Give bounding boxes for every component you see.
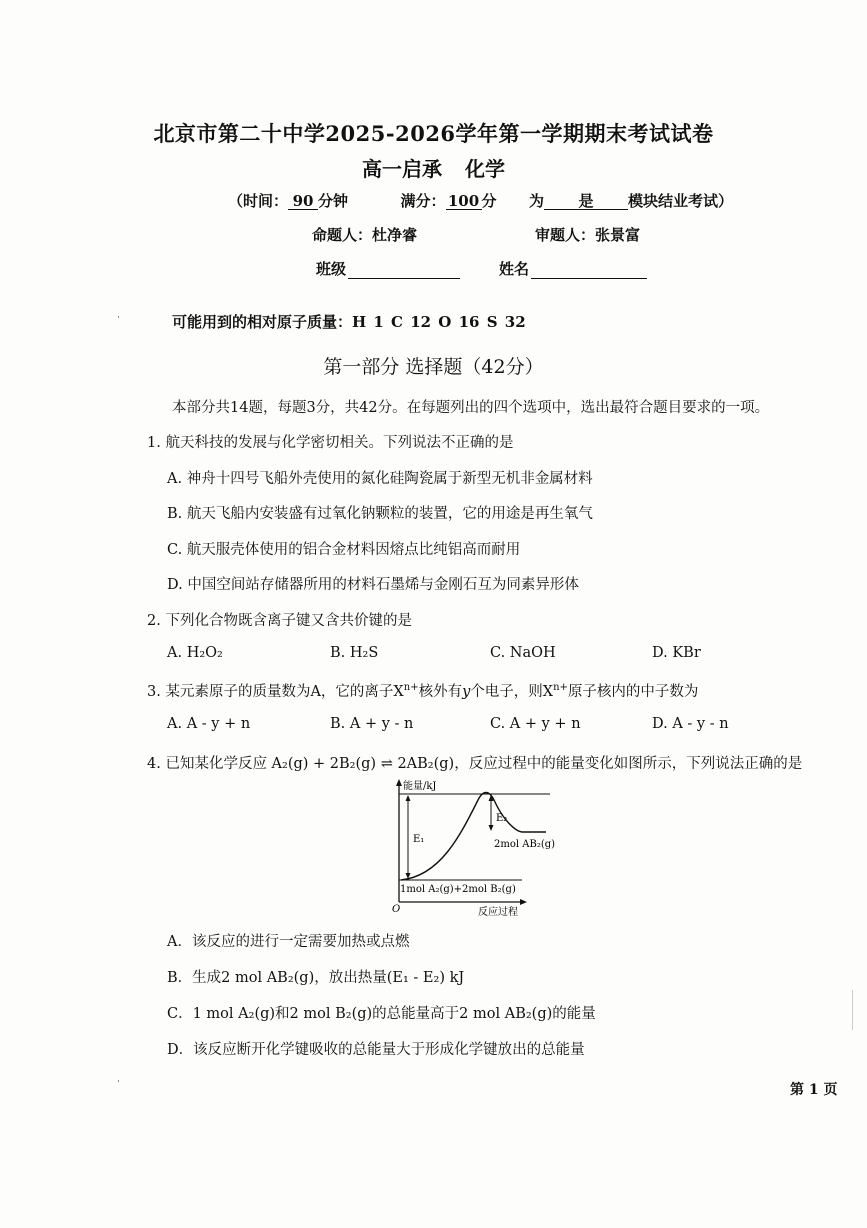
question-2-option-c[interactable]: C. NaOH	[490, 645, 556, 661]
question-2-stem: 2. 下列化合物既含离子键又含共价键的是	[147, 613, 412, 629]
question-3-option-b[interactable]: B. A + y - n	[330, 716, 414, 732]
e2-arrow-bottom	[489, 825, 494, 831]
section-intro: 本部分共14题，每题3分，共42分。在每题列出的四个选项中，选出最符合题目要求的一项。	[172, 400, 770, 416]
origin-label: O	[392, 904, 401, 915]
module-suffix: 模块结业考试）	[628, 192, 734, 210]
module-value: 是	[544, 193, 628, 210]
question-1-option-a[interactable]: A. 神舟十四号飞船外壳使用的氮化硅陶瓷属于新型无机非金属材料	[167, 471, 593, 487]
name-blank[interactable]	[531, 264, 647, 279]
question-3-variable: y	[462, 684, 471, 700]
question-3-charge-2: n+	[553, 682, 568, 694]
exam-info-line	[228, 190, 733, 211]
question-3-option-a[interactable]: A. A - y + n	[167, 716, 251, 732]
energy-diagram	[370, 776, 560, 918]
question-3-option-c[interactable]: C. A + y + n	[490, 716, 581, 732]
question-1-option-d[interactable]: D. 中国空间站存储器所用的材料石墨烯与金刚石互为同素异形体	[167, 577, 579, 593]
question-2-option-d[interactable]: D. KBr	[652, 645, 701, 661]
question-2-option-a[interactable]: A. H₂O₂	[167, 645, 223, 661]
question-3-stem	[147, 680, 698, 701]
question-1-stem: 1. 航天科技的发展与化学密切相关。下列说法不正确的是	[147, 435, 514, 451]
e1-label: E₁	[413, 834, 425, 845]
score-unit: 分	[481, 192, 497, 210]
question-3-stem-part-b: 核外有	[418, 684, 463, 700]
time-prefix: （时间：	[228, 192, 289, 210]
e1-arrow-top	[406, 795, 411, 801]
e2-label: E₂	[496, 813, 508, 824]
subtitle-grade: 高一启承	[362, 157, 443, 181]
class-field[interactable]	[316, 258, 460, 279]
y-axis-arrow	[396, 779, 402, 786]
subtitle-subject: 化学	[464, 157, 505, 181]
question-1-option-c[interactable]: C. 航天服壳体使用的铝合金材料因熔点比纯铝高而耐用	[167, 542, 521, 558]
question-2-option-b[interactable]: B. H₂S	[330, 645, 379, 661]
product-label: 2mol AB₂(g)	[494, 839, 556, 850]
question-4-option-c[interactable]: C．1 mol A₂(g)和2 mol B₂(g)的总能量高于2 mol AB₂(g)的能量	[167, 1006, 596, 1022]
page-number: 第 1 页	[790, 1082, 838, 1098]
name-label: 姓名	[499, 260, 530, 278]
author-field: 命题人：杜净睿	[312, 226, 418, 244]
reactant-label: 1mol A₂(g)+2mol B₂(g)	[400, 884, 516, 895]
question-3-stem-part-c: 个电子，则X	[470, 684, 554, 700]
reviewer-field: 审题人：张景富	[535, 226, 641, 244]
time-value: 90	[288, 193, 318, 210]
section-title: 第一部分 选择题（42分）	[323, 356, 544, 378]
y-axis-label: 能量/kJ	[403, 781, 437, 792]
question-4-option-a[interactable]: A．该反应的进行一定需要加热或点燃	[167, 934, 410, 950]
atomic-masses: 可能用到的相对原子质量：H 1 C 12 O 16 S 32	[172, 313, 526, 331]
module-prefix: 为	[529, 192, 545, 210]
score-prefix: 满分：	[400, 192, 446, 210]
class-label: 班级	[316, 260, 347, 278]
question-3-stem-part-a: 3. 某元素原子的质量数为A，它的离子X	[147, 684, 404, 700]
x-axis-label: 反应过程	[478, 907, 518, 918]
question-1-option-b[interactable]: B. 航天飞船内安装盛有过氧化钠颗粒的装置，它的用途是再生氧气	[167, 506, 593, 522]
scan-edge-mark	[852, 990, 853, 1030]
question-3-option-d[interactable]: D. A - y - n	[652, 716, 729, 732]
scan-speck	[118, 1080, 119, 1082]
name-field[interactable]	[499, 258, 647, 279]
question-4-option-b[interactable]: B．生成2 mol AB₂(g)，放出热量(E₁ - E₂) kJ	[167, 970, 465, 986]
scan-speck	[118, 316, 119, 318]
exam-title: 北京市第二十中学2025-2026学年第一学期期末考试试卷	[153, 121, 714, 146]
class-blank[interactable]	[348, 264, 460, 279]
time-unit: 分钟	[318, 192, 349, 210]
question-4-stem: 4. 已知某化学反应 A₂(g) + 2B₂(g) ⇌ 2AB₂(g)，反应过程中的能量变化如图所示，下列说法正确的是	[147, 756, 803, 772]
question-3-charge: n+	[403, 682, 419, 694]
exam-subtitle	[0, 153, 867, 182]
question-3-stem-part-d: 原子核内的中子数为	[567, 684, 699, 700]
score-value: 100	[446, 193, 482, 210]
x-axis-arrow	[520, 899, 527, 905]
question-4-option-d[interactable]: D．该反应断开化学键吸收的总能量大于形成化学键放出的总能量	[167, 1042, 585, 1058]
